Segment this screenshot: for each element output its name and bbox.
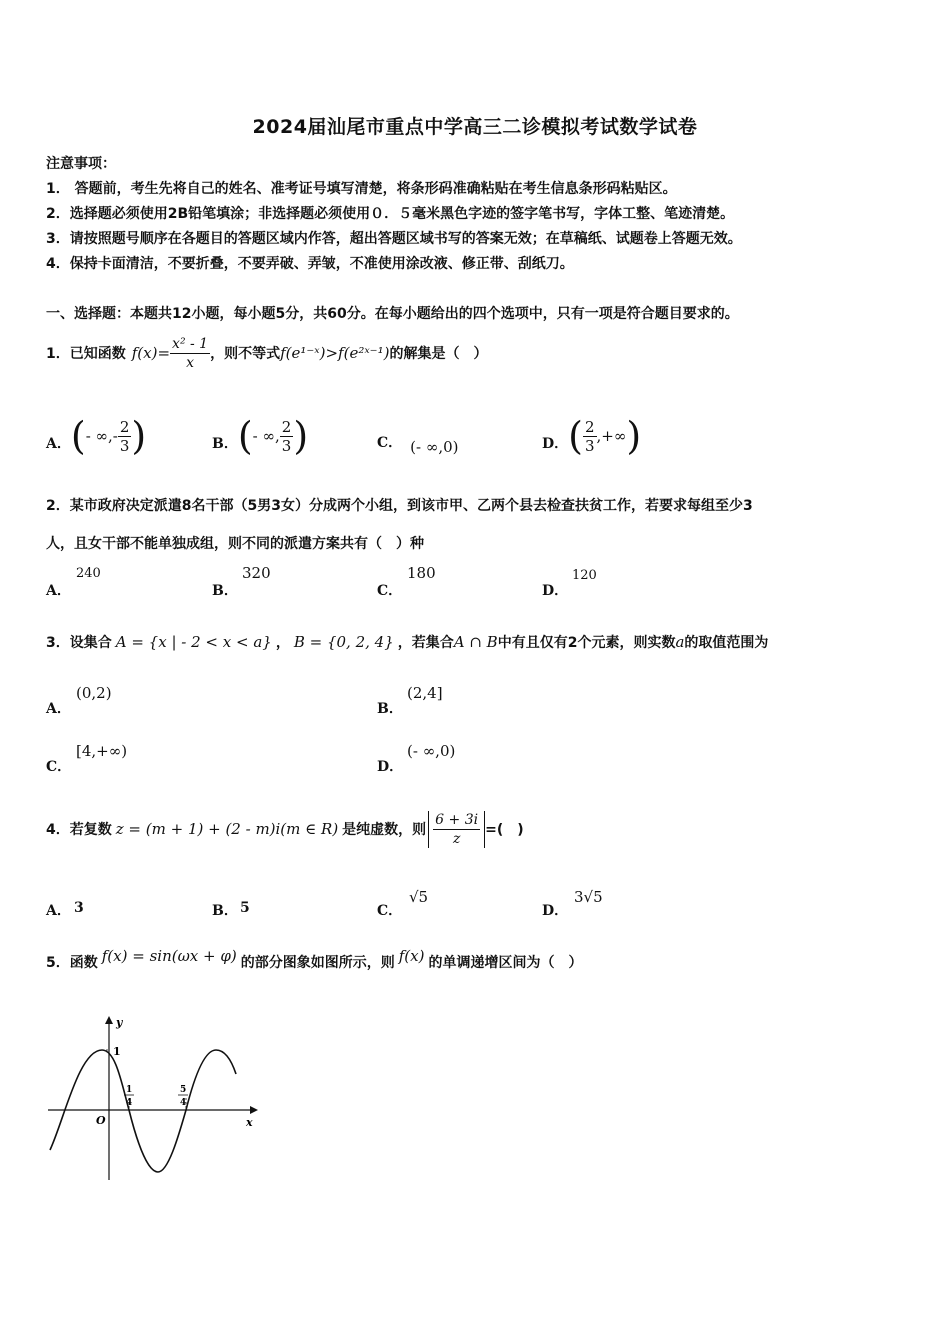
option-label: C． [46, 759, 72, 775]
q3-prefix: 3．设集合 [46, 635, 112, 651]
question-4 [46, 804, 524, 854]
option-value: (0,2) [76, 684, 112, 702]
y-axis-arrow-icon [105, 1016, 113, 1024]
option-value: (2,4] [407, 684, 443, 702]
q4-abs-value [428, 811, 485, 848]
section-heading: 一、选择题：本题共12小题，每小题5分，共60分。在每小题给出的四个选项中，只有一项是符合题目要求的。 [46, 306, 739, 322]
left-paren: ( [70, 414, 86, 458]
notice-item-1: 1． 答题前，考生先将自己的姓名、准考证号填写清楚，将条形码准确粘贴在考生信息条形码粘贴区。 [46, 181, 677, 197]
tick-2-numerator: 5 [180, 1085, 187, 1095]
option-label: A． [46, 436, 71, 452]
notice-item-3: 3．请按照题号顺序在各题目的答题区域内作答，超出答题区域书写的答案无效；在草稿纸、试题卷上答题无效。 [46, 231, 742, 247]
notice-item-4: 4．保持卡面清洁，不要折叠，不要弄破、弄皱，不准使用涂改液、修正带、刮纸刀。 [46, 256, 574, 272]
option-value: (- ∞,0) [407, 742, 456, 760]
option-label: A． [46, 701, 71, 717]
fraction-denominator: z [452, 830, 461, 847]
q1-option-b[interactable] [212, 412, 308, 460]
option-label: C． [377, 435, 403, 451]
fraction-denominator: 3 [281, 436, 292, 455]
q5-prefix: 5．函数 [46, 955, 98, 971]
left-paren: ( [237, 414, 253, 458]
option-label: B． [212, 436, 238, 452]
q1-func-denominator: x [186, 354, 195, 371]
right-paren: ) [131, 414, 147, 458]
option-fraction [118, 418, 132, 455]
question-3 [46, 628, 768, 656]
q3-suffix-2: 的取值范围为 [684, 635, 769, 651]
q4-suffix: =( ) [485, 822, 524, 838]
fraction-denominator: 3 [584, 436, 595, 455]
q3-set-b: B = {0, 2, 4} [293, 633, 394, 651]
x-axis-label: x [246, 1116, 253, 1129]
fraction-numerator: 2 [119, 417, 130, 436]
option-label: C． [377, 583, 403, 599]
question-5 [46, 948, 582, 976]
sine-curve [50, 1050, 236, 1172]
option-label: A． [46, 903, 71, 919]
x-axis-arrow-icon [250, 1106, 258, 1114]
option-value: √5 [409, 888, 429, 906]
option-label: D． [542, 903, 569, 919]
q1-func-numerator: x² - 1 [172, 335, 209, 352]
option-value: 5 [240, 900, 250, 916]
page-title: 2024届汕尾市重点中学高三二诊模拟考试数学试卷 [252, 116, 698, 138]
q2-line-1: 2．某市政府决定派遣8名干部（5男3女）分成两个小组，到该市甲、乙两个县去检查扶贫工作，若要求每组至少3 [46, 498, 753, 514]
option-fraction [280, 418, 294, 455]
q4-expression: z = (m + 1) + (2 - m)i(m ∈ R) [115, 820, 339, 838]
option-value: - ∞,- [85, 427, 118, 445]
y-axis-label: y [116, 1016, 123, 1029]
option-value: (- ∞,0) [410, 438, 459, 456]
q2-line-2: 人，且女干部不能单独成组，则不同的派遣方案共有（ ）种 [46, 536, 424, 552]
q1-func-lhs: f(x)= [131, 344, 171, 362]
option-label: C． [377, 903, 403, 919]
option-label: D． [542, 436, 569, 452]
option-value: 120 [572, 568, 597, 583]
option-value: [4,+∞) [76, 742, 128, 760]
q5-function-2: f(x) [398, 947, 425, 965]
option-value: 320 [242, 564, 271, 582]
fraction-denominator: 3 [119, 436, 130, 455]
option-label: D． [377, 759, 404, 775]
q4-middle: 是纯虚数，则 [342, 822, 427, 838]
q3-variable: a [675, 633, 685, 651]
option-label: B． [377, 701, 403, 717]
option-label: D． [542, 583, 569, 599]
origin-label: O [96, 1114, 106, 1127]
tick-1-denominator: 4 [126, 1098, 133, 1108]
q1-func-fraction [170, 335, 210, 372]
q1-option-d[interactable] [542, 412, 641, 460]
y-tick-label: 1 [113, 1045, 121, 1058]
option-value: 3√5 [574, 888, 603, 906]
q1-prefix: 1．已知函数 [46, 346, 126, 362]
option-value: - ∞, [252, 427, 280, 445]
q3-comma: ， [275, 635, 290, 651]
sine-graph [44, 1010, 266, 1186]
option-value: ,+∞ [596, 427, 627, 445]
left-paren: ( [568, 414, 583, 458]
q5-suffix: 的单调递增区间为（ ） [428, 955, 583, 971]
option-value: 240 [76, 566, 101, 581]
tick-2-denominator: 4 [180, 1098, 187, 1108]
q3-intersection: A ∩ B [453, 633, 498, 651]
option-label: B． [212, 903, 238, 919]
q1-inequality: f(e¹⁻ˣ)>f(e²ˣ⁻¹) [280, 344, 390, 362]
q1-suffix: 的解集是（ ） [389, 346, 488, 362]
notice-item-2: 2．选择题必须使用2B铅笔填涂；非选择题必须使用０．５毫米黑色字迹的签字笔书写，字体工整、笔迹清楚。 [46, 206, 735, 222]
q5-function: f(x) = sin(ωx + φ) [101, 947, 237, 965]
q3-suffix-1: 中有且仅有2个元素，则实数 [497, 635, 676, 651]
question-1 [46, 330, 487, 376]
q4-fraction [433, 811, 480, 848]
q1-option-c[interactable] [377, 432, 459, 456]
option-label: A． [46, 583, 71, 599]
fraction-numerator: 2 [281, 417, 292, 436]
fraction-numerator: 2 [584, 417, 595, 436]
right-paren: ) [293, 414, 309, 458]
q4-prefix: 4．若复数 [46, 822, 112, 838]
option-fraction [583, 418, 597, 455]
fraction-numerator: 6 + 3i [435, 811, 479, 828]
notice-heading: 注意事项： [46, 156, 116, 172]
option-value: 3 [74, 900, 84, 916]
q3-middle: ，若集合 [397, 635, 454, 651]
q1-middle: ，则不等式 [210, 346, 281, 362]
tick-1-numerator: 1 [126, 1085, 133, 1095]
option-value: 180 [407, 564, 436, 582]
right-paren: ) [626, 414, 642, 458]
q5-middle: 的部分图象如图所示，则 [240, 955, 395, 971]
option-label: B． [212, 583, 238, 599]
q3-set-a: A = {x | - 2 < x < a} [115, 633, 272, 651]
q1-option-a[interactable] [46, 412, 146, 460]
